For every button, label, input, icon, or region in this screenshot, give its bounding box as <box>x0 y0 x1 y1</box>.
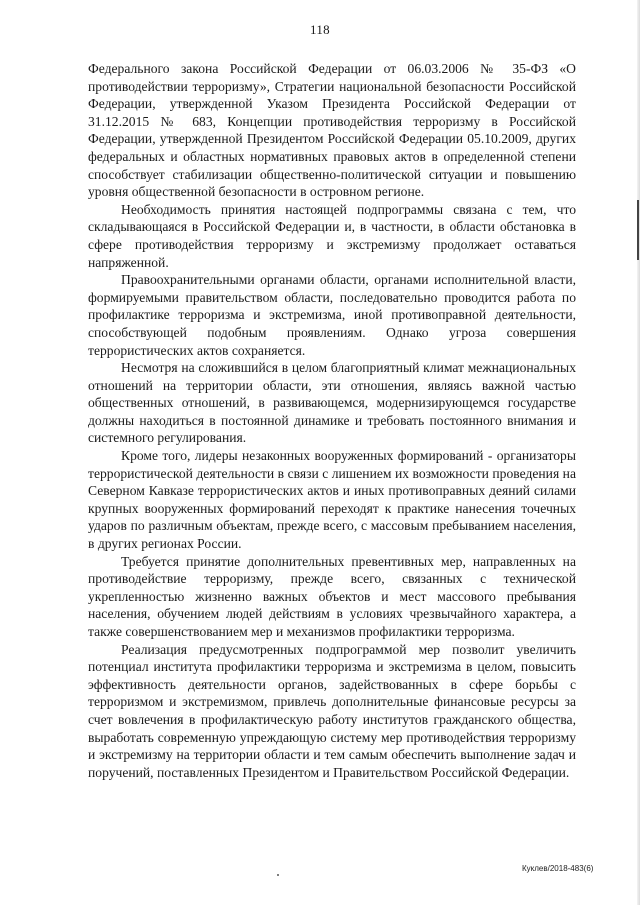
document-footer-code: Куклев/2018-483(6) <box>522 864 594 873</box>
page-number: 118 <box>310 22 330 37</box>
paragraph-preventive-measures: Требуется принятие дополнительных превентивных мер, направленных на противодействие терроризму, прежде всего, связанных с технической укрепленностью жизненно важных объектов и мест массового пребывания населения, обучением людей действиям в условиях чрезвычайного характера, а также совершенствованием мер и механизмов профилактики терроризма. <box>88 553 576 639</box>
paragraph-interethnic-climate: Несмотря на сложившийся в целом благоприятный климат межнациональных отношений на территории области, эти отношения, являясь важной частью общественных отношений, в развивающемся, модернизирующемся государстве должны находиться в постоянной динамике и требовать постоянного внимания и системного регулирования. <box>88 360 576 446</box>
paragraph-continuation: Федерального закона Российской Федерации от 06.03.2006 № 35-ФЗ «О противодействии терроризму», Стратегии национальной безопасности Российской Федерации, утвержденной Указом Президента Российской Федерации от 31.12.2015 № 683, Концепции противодействия терроризму в Российской Федерации, утвержденной Президентом Российской Федерации 05.10.2009, других федеральных и областных нормативных правовых актов в определенной степени способствует стабилизации общественно-политической ситуации и повышению уровня общественной безопасности в островном регионе. <box>88 61 576 200</box>
paragraph-law-enforcement: Правоохранительными органами области, органами исполнительной власти, формируемыми правительством области, последовательно проводится работа по профилактике терроризма и экстремизма, иной противоправной деятельности, способствующей подобным проявлениям. Однако угроза совершения террористических актов сохраняется. <box>88 272 576 358</box>
document-body <box>88 60 576 781</box>
paragraph-armed-groups: Кроме того, лидеры незаконных вооруженных формирований - организаторы террористической деятельности в связи с лишением их возможности проведения на Северном Кавказе террористических актов и иных противоправных деяний силами крупных вооруженных формирований переходят к практике нанесения точечных ударов по различным объектам, прежде всего, с массовым пребыванием населения, в других регионах России. <box>88 448 576 552</box>
scan-speck <box>277 874 279 876</box>
paragraph-necessity: Необходимость принятия настоящей подпрограммы связана с тем, что складывающаяся в Российской Федерации и, в частности, в области обстановка в сфере противодействия терроризму и экстремизму продолжает оставаться напряженной. <box>88 201 576 270</box>
paragraph-implementation: Реализация предусмотренных подпрограммой мер позволит увеличить потенциал института профилактики терроризма и экстремизма в целом, повысить эффективность деятельности органов, задействованных в сфере борьбы с терроризмом и экстремизмом, привлечь дополнительные финансовые ресурсы за счет вовлечения в профилактическую работу институтов гражданского общества, выработать современную упреждающую систему мер противодействия терроризму и экстремизму на территории области и тем самым обеспечить выполнение задач и поручений, поставленных Президентом и Правительством Российской Федерации. <box>88 641 576 780</box>
scan-edge-mark <box>637 200 639 260</box>
